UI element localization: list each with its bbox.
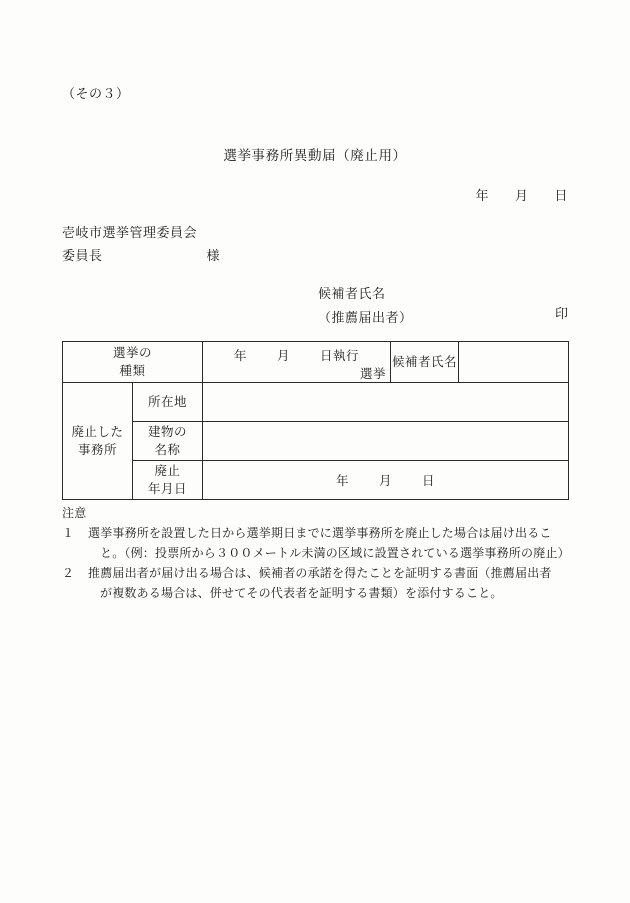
candidate-name-label: 候補者氏名 <box>318 286 386 301</box>
addressee-chairman <box>62 245 220 264</box>
date-month-label: 月 <box>514 188 529 203</box>
table-row <box>63 342 569 383</box>
date-day-label: 日 <box>554 188 568 203</box>
note-text <box>88 564 572 603</box>
cell-execution-date[interactable] <box>203 342 391 383</box>
candidate-signature-block <box>318 283 413 326</box>
addressee-chairman-label: 委員長 <box>62 248 103 263</box>
date-year-label: 年 <box>475 188 489 203</box>
note-text <box>88 524 572 563</box>
election-kind-line2: 種類 <box>119 364 146 378</box>
cell-building-name-value[interactable] <box>203 422 569 461</box>
cell-abolished-office-label <box>63 383 133 500</box>
election-office-abolition-table <box>62 341 569 500</box>
submission-date-line <box>475 185 568 204</box>
note-text-line1: 推薦届出者が届け出る場合は、候補者の承諾を得たことを証明する書面（推薦届出者 <box>88 566 552 581</box>
cell-abolish-date-value[interactable] <box>203 461 569 500</box>
notes-section <box>62 504 572 603</box>
note-item <box>62 564 572 603</box>
table-row <box>63 461 569 500</box>
note-item <box>62 524 572 563</box>
cell-location-value[interactable] <box>203 383 569 422</box>
cell-building-name-label <box>133 422 203 461</box>
addressee-honorific: 様 <box>206 248 221 263</box>
exec-election-label: 選挙 <box>360 366 387 381</box>
seal-label: 印 <box>554 306 568 321</box>
note-text-line2: と。（例：投票所から３００メートル未満の区域に設置されている選挙事務所の廃止） <box>100 545 570 560</box>
table-row <box>63 383 569 422</box>
exec-year-label: 年 <box>233 348 247 363</box>
abolish-year-label: 年 <box>335 474 349 488</box>
table-row <box>63 422 569 461</box>
execution-date-inline <box>203 343 390 364</box>
abolish-date-line1: 廃止 <box>154 463 181 478</box>
abolished-office-line1: 廃止した <box>71 424 124 439</box>
note-number: １ <box>62 526 75 541</box>
election-kind-line1: 選挙の <box>113 345 153 360</box>
abolish-date-line2: 年月日 <box>148 482 188 496</box>
form-variant-label: （その３） <box>62 86 130 101</box>
notes-heading: 注意 <box>62 506 87 520</box>
recommender-label: （推薦届出者） <box>318 310 413 325</box>
exec-month-label: 月 <box>277 348 291 363</box>
cell-election-kind-label <box>63 342 203 383</box>
building-name-line2: 名称 <box>154 443 181 457</box>
cell-candidate-name-label: 候補者氏名 <box>391 342 459 383</box>
note-number: ２ <box>62 566 75 581</box>
abolished-office-line2: 事務所 <box>77 443 117 457</box>
building-name-line1: 建物の <box>148 424 188 439</box>
page-title: 選挙事務所異動届（廃止用） <box>223 148 407 163</box>
addressee-committee: 壱岐市選挙管理委員会 <box>62 225 198 240</box>
exec-day-label: 日執行 <box>320 348 360 363</box>
cell-abolish-date-label <box>133 461 203 500</box>
note-text-line1: 選挙事務所を設置した日から選挙期日までに選挙事務所を廃止した場合は届け出るこ <box>88 526 552 541</box>
cell-location-label: 所在地 <box>133 383 203 422</box>
cell-candidate-name-value[interactable] <box>459 342 569 383</box>
abolish-month-label: 月 <box>379 474 393 488</box>
note-text-line2: が複数ある場合は、併せてその代表者を証明する書類）を添付すること。 <box>100 585 503 600</box>
abolish-day-label: 日 <box>422 474 436 488</box>
